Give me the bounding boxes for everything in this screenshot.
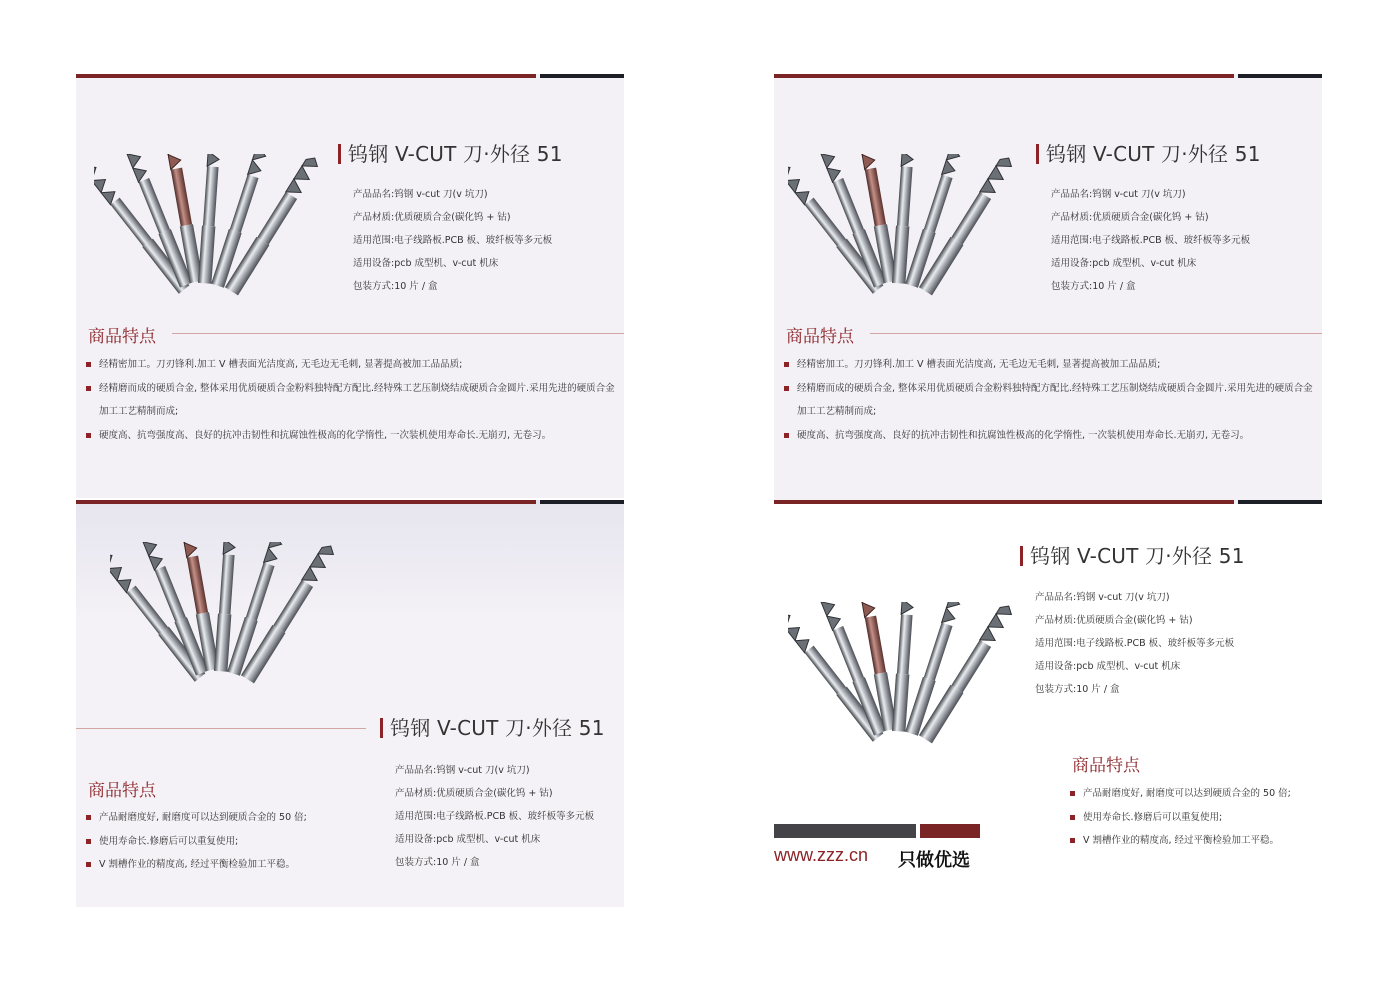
catalog-card-bottom-left bbox=[76, 500, 624, 907]
list-item: 产品耐磨度好, 耐磨度可以达到硬质合金的 50 倍; bbox=[86, 806, 376, 830]
spec-scope: 适用范围:电子线路板.PCB 板、玻纤板等多元板 bbox=[1035, 638, 1235, 649]
list-item: 使用寿命长.修磨后可以重复使用; bbox=[1070, 806, 1320, 830]
spec-material: 产品材质:优质硬质合金(碳化钨 + 钴) bbox=[353, 212, 511, 223]
list-item: V 割槽作业的精度高, 经过平衡检验加工平稳。 bbox=[1070, 829, 1320, 853]
end-mill-tools-image bbox=[788, 154, 1018, 304]
card-top-dark-bar bbox=[540, 74, 624, 78]
spec-scope: 适用范围:电子线路板.PCB 板、玻纤板等多元板 bbox=[1051, 235, 1251, 246]
catalog-card-top-left bbox=[76, 74, 624, 498]
features-divider bbox=[870, 333, 1322, 334]
footer-dark-bar bbox=[774, 824, 916, 838]
list-item: 硬度高、抗弯强度高、良好的抗冲击韧性和抗腐蚀性极高的化学惰性, 一次装机使用寿命长.无崩刃, 无卷习。 bbox=[784, 424, 1322, 448]
product-spec-list bbox=[1051, 183, 1250, 298]
card-top-accent-bar bbox=[76, 74, 536, 78]
title-mark-icon bbox=[1020, 546, 1023, 566]
spec-scope: 适用范围:电子线路板.PCB 板、玻纤板等多元板 bbox=[395, 811, 595, 822]
list-item: 经精密加工。刀刃锋利.加工 V 槽表面光洁度高, 无毛边无毛刺, 显著提高被加工品品质; bbox=[784, 353, 1322, 377]
spec-equipment: 适用设备:pcb 成型机、v-cut 机床 bbox=[353, 258, 499, 269]
slogan: 只做优选 bbox=[898, 850, 970, 871]
catalog-card-top-right bbox=[774, 74, 1322, 504]
features-list bbox=[86, 353, 624, 447]
spec-material: 产品材质:优质硬质合金(碳化钨 + 钴) bbox=[395, 788, 553, 799]
end-mill-tools-image bbox=[788, 602, 1018, 752]
product-title: 钨钢 V-CUT 刀·外径 51 bbox=[1036, 138, 1261, 167]
spec-packaging: 包装方式:10 片 / 盒 bbox=[395, 857, 480, 868]
list-item: 经精密加工。刀刃锋利.加工 V 槽表面光洁度高, 无毛边无毛刺, 显著提高被加工品品质; bbox=[86, 353, 624, 377]
spec-equipment: 适用设备:pcb 成型机、v-cut 机床 bbox=[395, 834, 541, 845]
spec-packaging: 包装方式:10 片 / 盒 bbox=[1051, 281, 1136, 292]
title-divider bbox=[76, 728, 366, 729]
title-mark-icon bbox=[380, 718, 383, 738]
list-item: 经精磨而成的硬质合金, 整体采用优质硬质合金粉料独特配方配比.经特殊工艺压制烧结成硬质合金圆片.采用先进的硬质合金加工工艺精制而成; bbox=[86, 377, 624, 424]
features-list bbox=[1070, 782, 1320, 853]
product-spec-list bbox=[395, 759, 594, 874]
catalog-card-bottom-right bbox=[774, 508, 1322, 908]
list-item: 使用寿命长.修磨后可以重复使用; bbox=[86, 830, 376, 854]
spec-name: 产品品名:钨钢 v-cut 刀(v 坑刀) bbox=[395, 765, 530, 776]
list-item: 硬度高、抗弯强度高、良好的抗冲击韧性和抗腐蚀性极高的化学惰性, 一次装机使用寿命长.无崩刃, 无卷习。 bbox=[86, 424, 624, 448]
product-spec-list bbox=[1035, 586, 1234, 701]
list-item: V 割槽作业的精度高, 经过平衡检验加工平稳。 bbox=[86, 853, 376, 877]
card-bottom-accent-bar bbox=[774, 500, 1234, 504]
spec-packaging: 包装方式:10 片 / 盒 bbox=[353, 281, 438, 292]
features-list bbox=[86, 806, 376, 877]
spec-scope: 适用范围:电子线路板.PCB 板、玻纤板等多元板 bbox=[353, 235, 553, 246]
product-spec-list bbox=[353, 183, 552, 298]
website-url[interactable]: www.zzz.cn bbox=[774, 845, 869, 865]
spec-packaging: 包装方式:10 片 / 盒 bbox=[1035, 684, 1120, 695]
title-mark-icon bbox=[338, 144, 341, 164]
spec-equipment: 适用设备:pcb 成型机、v-cut 机床 bbox=[1035, 661, 1181, 672]
features-heading: 商品特点 bbox=[1072, 756, 1140, 776]
spec-material: 产品材质:优质硬质合金(碳化钨 + 钴) bbox=[1035, 615, 1193, 626]
end-mill-tools-image bbox=[94, 154, 324, 304]
card-top-dark-bar bbox=[540, 500, 624, 504]
product-title: 钨钢 V-CUT 刀·外径 51 bbox=[338, 138, 563, 167]
features-heading: 商品特点 bbox=[786, 327, 854, 347]
features-divider bbox=[172, 333, 624, 334]
spec-equipment: 适用设备:pcb 成型机、v-cut 机床 bbox=[1051, 258, 1197, 269]
features-heading: 商品特点 bbox=[88, 781, 156, 801]
list-item: 经精磨而成的硬质合金, 整体采用优质硬质合金粉料独特配方配比.经特殊工艺压制烧结成硬质合金圆片.采用先进的硬质合金加工工艺精制而成; bbox=[784, 377, 1322, 424]
spec-name: 产品品名:钨钢 v-cut 刀(v 坑刀) bbox=[1035, 592, 1170, 603]
product-title: 钨钢 V-CUT 刀·外径 51 bbox=[1020, 540, 1245, 569]
footer-accent-bar bbox=[920, 824, 980, 838]
card-top-accent-bar bbox=[76, 500, 536, 504]
spec-material: 产品材质:优质硬质合金(碳化钨 + 钴) bbox=[1051, 212, 1209, 223]
end-mill-tools-image bbox=[110, 542, 340, 692]
features-list bbox=[784, 353, 1322, 447]
list-item: 产品耐磨度好, 耐磨度可以达到硬质合金的 50 倍; bbox=[1070, 782, 1320, 806]
spec-name: 产品品名:钨钢 v-cut 刀(v 坑刀) bbox=[1051, 189, 1186, 200]
spec-name: 产品品名:钨钢 v-cut 刀(v 坑刀) bbox=[353, 189, 488, 200]
card-top-dark-bar bbox=[1238, 74, 1322, 78]
card-bottom-dark-bar bbox=[1238, 500, 1322, 504]
features-heading: 商品特点 bbox=[88, 327, 156, 347]
product-title: 钨钢 V-CUT 刀·外径 51 bbox=[380, 712, 605, 741]
title-mark-icon bbox=[1036, 144, 1039, 164]
card-top-accent-bar bbox=[774, 74, 1234, 78]
